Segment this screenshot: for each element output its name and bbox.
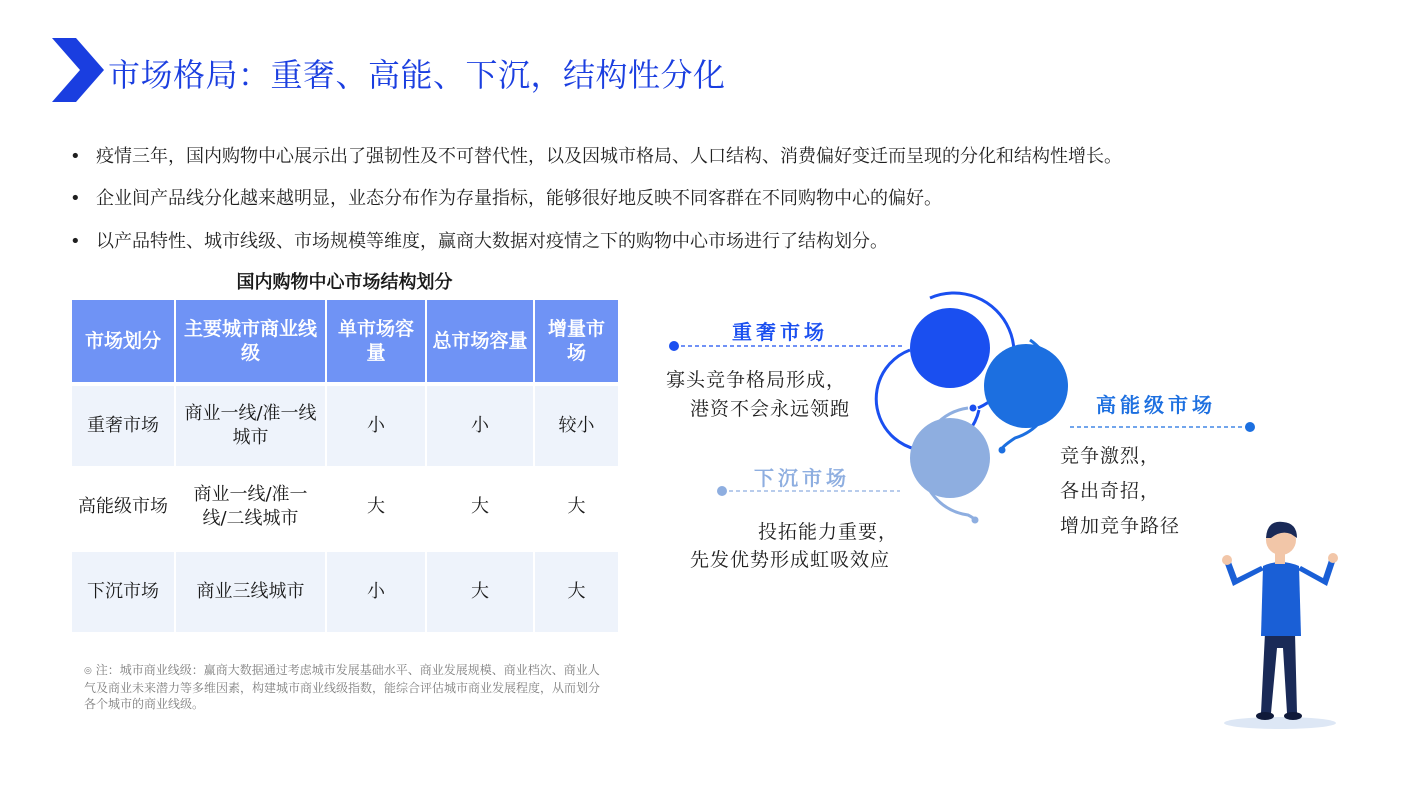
circle-dot-icon: ◎ — [84, 666, 92, 676]
lower-tier-arc-dot — [972, 517, 979, 524]
segment-title-high-tier: 高能级市场 — [1096, 393, 1216, 417]
segment-text-line: 寡头竞争格局形成， — [666, 369, 847, 391]
luxury-arc-dot — [970, 405, 977, 412]
luxury-circle — [910, 308, 990, 388]
table-title: 国内购物中心市场结构划分 — [236, 272, 453, 293]
segment-title-lower-tier: 下沉市场 — [754, 466, 850, 490]
table-footnote — [84, 662, 604, 713]
luxury-leader-dot — [669, 341, 679, 351]
bullet-item — [70, 142, 1122, 168]
header-cell: 总市场容量 — [426, 300, 534, 384]
header-cell: 主要城市商业线级 — [175, 300, 326, 384]
segment-text-line: 各出奇招， — [1060, 480, 1161, 502]
segment-text-line: 先发优势形成虹吸效应 — [690, 549, 891, 571]
table-cell: 下沉市场 — [72, 550, 175, 632]
table-cell: 小 — [326, 384, 426, 466]
bullet-item — [70, 184, 942, 210]
segment-title-luxury: 重奢市场 — [732, 320, 828, 344]
segment-text-line: 增加竞争路径 — [1060, 515, 1181, 537]
high-tier-arc-dot — [999, 447, 1006, 454]
table-cell: 小 — [426, 384, 534, 466]
table-cell: 高能级市场 — [72, 466, 175, 550]
high-tier-leader-dot — [1245, 422, 1255, 432]
bullet-dot: • — [70, 146, 81, 167]
bullet-text: 企业间产品线分化越来越明显，业态分布作为存量指标，能够很好地反映不同客群在不同购物中心的偏好。 — [96, 188, 942, 209]
table-header-row — [72, 300, 618, 384]
header-cell: 市场划分 — [72, 300, 175, 384]
bullet-dot: • — [70, 231, 81, 252]
table-cell: 较小 — [534, 384, 618, 466]
lower-tier-circle — [910, 418, 990, 498]
table-cell: 商业一线/准一线/二线城市 — [175, 466, 326, 550]
table-cell: 商业一线/准一线城市 — [175, 384, 326, 466]
table-cell: 大 — [326, 466, 426, 550]
table-cell: 大 — [534, 550, 618, 632]
table-row — [72, 384, 618, 466]
bullet-dot: • — [70, 188, 81, 209]
table-row — [72, 466, 618, 550]
bullet-text: 疫情三年，国内购物中心展示出了强韧性及不可替代性，以及因城市格局、人口结构、消费偏好变迁而呈现的分化和结构性增长。 — [96, 146, 1122, 167]
person-illustration — [1215, 508, 1345, 733]
table-cell: 大 — [534, 466, 618, 550]
header-cell: 增量市场 — [534, 300, 618, 384]
table-cell: 大 — [426, 550, 534, 632]
segment-text-line: 港资不会永远领跑 — [690, 398, 851, 420]
header-cell: 单市场容量 — [326, 300, 426, 384]
table-cell: 商业三线城市 — [175, 550, 326, 632]
market-segments-diagram — [640, 290, 1280, 590]
segment-text-line: 竞争激烈， — [1060, 445, 1161, 467]
page-title: 市场格局：重奢、高能、下沉，结构性分化 — [108, 56, 726, 94]
table-cell: 大 — [426, 466, 534, 550]
table-row — [72, 550, 618, 632]
lower-tier-leader-dot — [717, 486, 727, 496]
footnote-text: 注：城市商业线级：赢商大数据通过考虑城市发展基础水平、商业发展规模、商业档次、商业人气及商业未来潜力等多维因素，构建城市商业线级指数，能综合评估城市商业发展程度，从而划分各个城市的商业线级。 — [84, 663, 601, 711]
table-cell: 重奢市场 — [72, 384, 175, 466]
chevron-logo-icon — [52, 38, 108, 102]
table-cell: 小 — [326, 550, 426, 632]
market-structure-table — [72, 300, 618, 632]
segment-text-line: 投拓能力重要， — [758, 521, 899, 543]
bullet-text: 以产品特性、城市线级、市场规模等维度，赢商大数据对疫情之下的购物中心市场进行了结构划分。 — [96, 231, 888, 252]
high-tier-circle — [984, 344, 1068, 428]
bullet-item — [70, 227, 888, 253]
